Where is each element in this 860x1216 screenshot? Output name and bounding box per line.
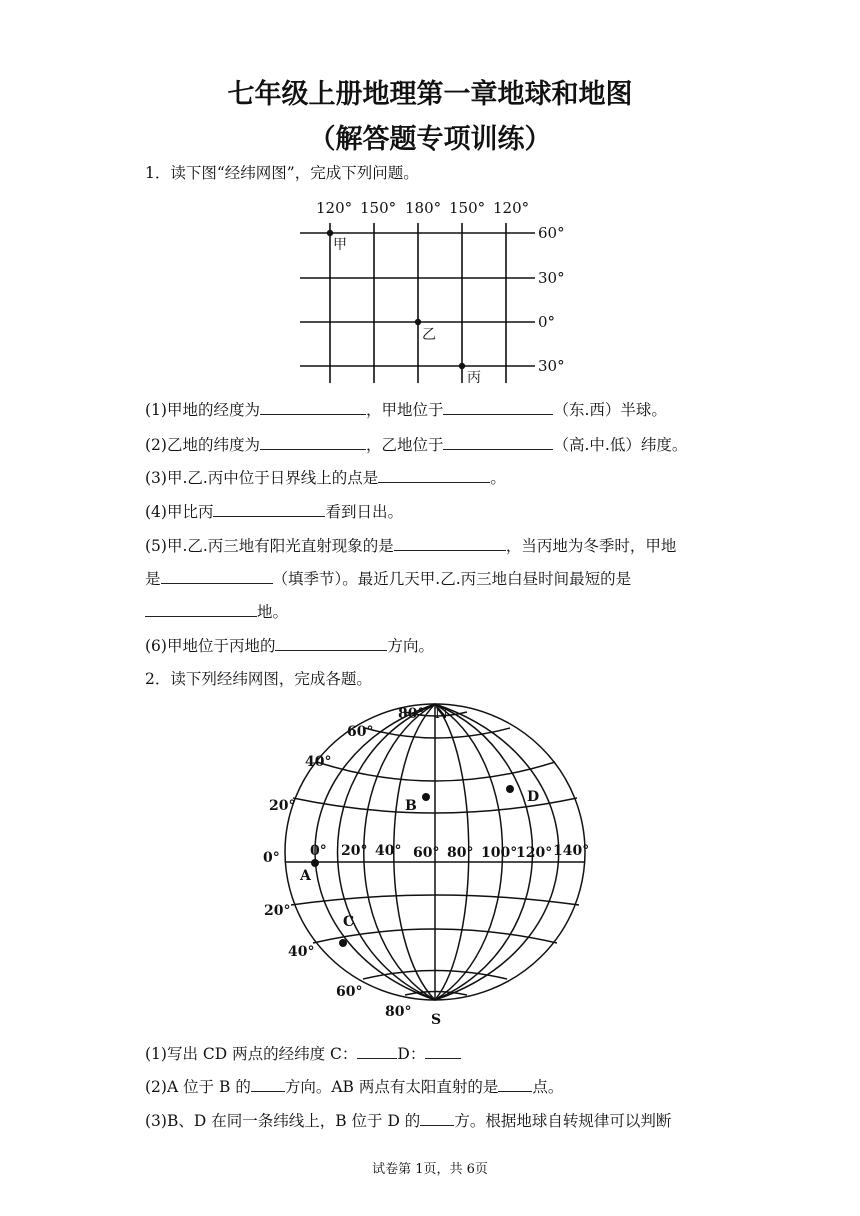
south-label: S <box>431 1012 442 1028</box>
point-b-label: B <box>405 798 417 814</box>
point-yi <box>415 319 421 325</box>
q1-sub4: (4)甲比丙 看到日出。 <box>145 500 403 523</box>
q1-lat-label: 60° <box>538 224 565 242</box>
lat-label: 80° <box>385 1004 412 1020</box>
q1-lat-label: 0° <box>538 313 556 331</box>
answer-blank[interactable] <box>425 1042 461 1059</box>
point-c <box>339 939 347 947</box>
lat-label: 20° <box>264 903 291 919</box>
q2-sub2: (2)A 位于 B 的 方向。AB 两点有太阳直射的是 点。 <box>145 1075 563 1098</box>
answer-blank[interactable] <box>443 433 553 450</box>
lon-label: 100° <box>481 845 518 861</box>
lat-label: 40° <box>288 944 315 960</box>
lon-label: 140° <box>553 843 590 859</box>
q1-grid-figure <box>290 193 580 388</box>
q1-lat-label: 30° <box>538 269 565 287</box>
q1-sub5: (5)甲.乙.丙三地有阳光直射现象的是 ，当丙地为冬季时，甲地 <box>145 534 676 557</box>
north-label: N <box>435 706 448 722</box>
page-title: 七年级上册地理第一章地球和地图 <box>227 79 633 110</box>
q1-lat-label: 30° <box>538 357 565 375</box>
q1-lon-label: 150° <box>449 199 486 217</box>
answer-blank[interactable] <box>357 1042 397 1059</box>
answer-blank[interactable] <box>251 1075 285 1092</box>
lon-label: 40° <box>375 843 402 859</box>
q1-lon-label: 150° <box>360 199 397 217</box>
lon-label: 0° <box>310 843 327 859</box>
q1-lon-label: 180° <box>405 199 442 217</box>
point-bing-label: 丙 <box>467 370 481 386</box>
answer-blank[interactable] <box>394 534 506 551</box>
q1-sub2: (2)乙地的纬度为 ，乙地位于 （高.中.低）纬度。 <box>145 433 687 456</box>
point-c-label: C <box>343 914 355 930</box>
point-yi-label: 乙 <box>422 327 436 343</box>
lat-label: 60° <box>347 724 374 740</box>
q1-prompt: 1．读下图“经纬网图”，完成下列问题。 <box>145 164 419 182</box>
lat-label: 80° <box>398 706 425 722</box>
point-d-label: D <box>527 789 540 805</box>
page-footer: 试卷第 1页，共 6页 <box>372 1162 488 1177</box>
answer-blank[interactable] <box>420 1109 454 1126</box>
point-d <box>506 785 514 793</box>
lon-label: 20° <box>341 843 368 859</box>
answer-blank[interactable] <box>378 466 490 483</box>
q1-sub5-cont: 是 （填季节）。最近几天甲.乙.丙三地白昼时间最短的是 <box>145 567 631 590</box>
answer-blank[interactable] <box>145 600 257 617</box>
point-jia-label: 甲 <box>333 237 347 253</box>
lat-label: 40° <box>305 754 332 770</box>
q2-sub3: (3)B、D 在同一条纬线上，B 位于 D 的 方。根据地球自转规律可以判断 <box>145 1109 671 1132</box>
q1-lon-label: 120° <box>493 199 530 217</box>
lat-label: 20° <box>269 798 296 814</box>
page-subtitle: （解答题专项训练） <box>308 124 552 155</box>
point-b <box>422 793 430 801</box>
answer-blank[interactable] <box>260 433 366 450</box>
q1-sub5-end: 地。 <box>145 600 288 623</box>
q1-lon-label: 120° <box>316 199 353 217</box>
q1-sub6: (6)甲地位于丙地的 方向。 <box>145 634 434 657</box>
answer-blank[interactable] <box>443 398 553 415</box>
q1-sub1: (1)甲地的经度为 ，甲地位于 （东.西）半球。 <box>145 398 667 421</box>
answer-blank[interactable] <box>260 398 366 415</box>
point-bing <box>459 363 465 369</box>
point-a-label: A <box>300 868 311 884</box>
point-a <box>311 859 319 867</box>
lon-label: 120° <box>516 845 553 861</box>
q1-sub3: (3)甲.乙.丙中位于日界线上的点是 。 <box>145 466 506 489</box>
lat-label: 60° <box>336 984 363 1000</box>
q2-prompt: 2．读下列经纬网图，完成各题。 <box>145 670 372 688</box>
q2-globe-figure <box>255 700 605 1032</box>
lon-label: 60° <box>413 845 440 861</box>
lat-label: 0° <box>263 850 280 866</box>
point-jia <box>327 230 333 236</box>
lon-label: 80° <box>447 845 474 861</box>
answer-blank[interactable] <box>161 567 273 584</box>
q2-sub1: (1)写出 CD 两点的经纬度 C： D： <box>145 1042 461 1065</box>
answer-blank[interactable] <box>275 634 387 651</box>
answer-blank[interactable] <box>498 1075 532 1092</box>
answer-blank[interactable] <box>213 500 325 517</box>
